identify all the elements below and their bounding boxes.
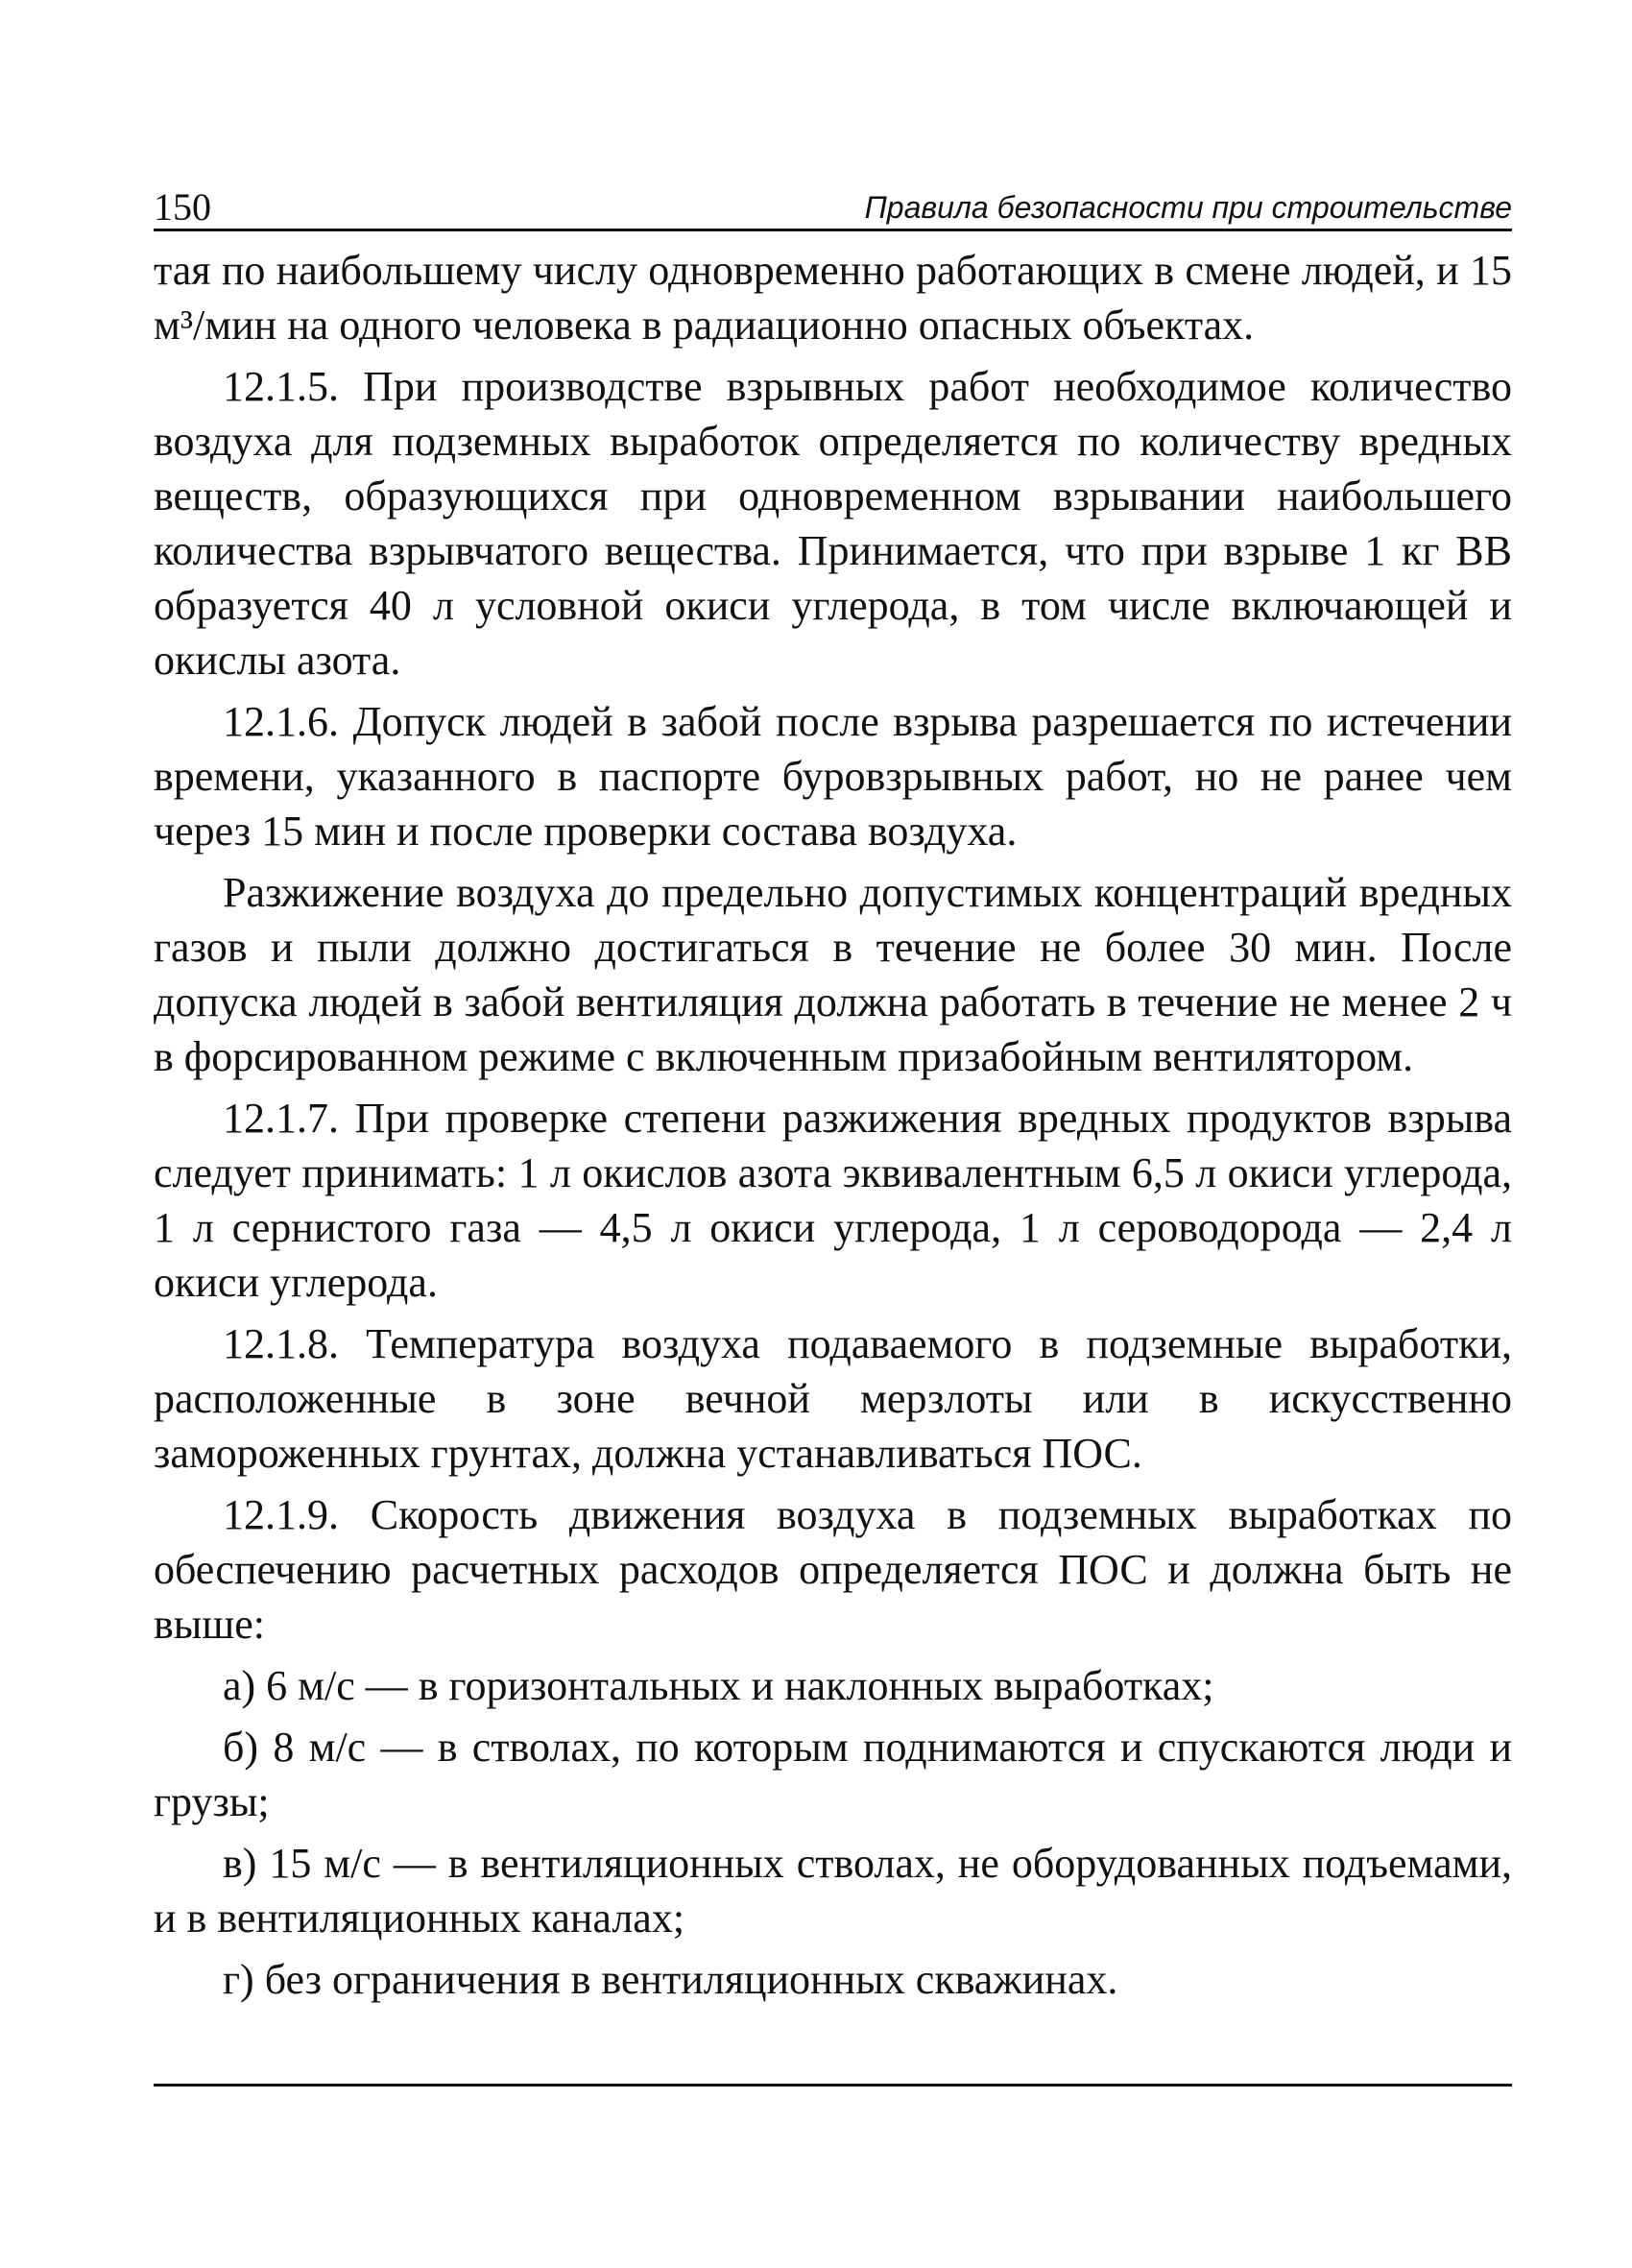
paragraph-12-1-5: 12.1.5. При производстве взрывных работ необходимое количество воздуха для подземных выработок определяется по количеству вредных веществ, образующихся при одновременном взрывании наибольшего количества взрывчатого вещества. Принимается, что при взрыве 1 кг ВВ образуется 40 л условной окиси углерода, в том числе включающей и окислы азота. (154, 363, 1512, 684)
paragraph-12-1-8: 12.1.8. Температура воздуха подаваемого в подземные выработки, расположенные в зоне вечной мерзлоты или в искусственно замороженных грунтах, должна устанавливаться ПОС. (154, 1320, 1512, 1477)
book-title: Правила безопасности при строительстве (864, 190, 1512, 225)
paragraph-12-1-6: 12.1.6. Допуск людей в забой после взрыва разрешается по истечении времени, указанного в паспорте буровзрывных работ, но не ранее чем через 15 мин и после проверки состава воздуха. (154, 698, 1512, 855)
running-header (154, 182, 1512, 231)
list-item-g: г) без ограничения в вентиляционных скважинах. (223, 1956, 1118, 2003)
list-item-b: б) 8 м/с — в стволах, по которым поднимаются и спускаются люди и грузы; (154, 1724, 1512, 1825)
paragraph-12-1-7: 12.1.7. При проверке степени разжижения вредных продуктов взрыва следует принимать: 1 л окислов азота эквивалентным 6,5 л окиси углерода, 1 л сернистого газа — 4,5 л окиси углерода, 1 л сероводорода — 2,4 л окиси углерода. (154, 1095, 1512, 1306)
footer-rule (154, 2084, 1512, 2087)
page-number: 150 (154, 185, 211, 229)
body-text (154, 243, 1512, 2007)
paragraph-continuation: тая по наибольшему числу одновременно работающих в смене людей, и 15 м³/мин на одного человека в радиационно опасных объектах. (154, 247, 1512, 349)
list-item-v: в) 15 м/с — в вентиляционных стволах, не оборудованных подъемами, и в вентиляционных каналах; (154, 1840, 1512, 1942)
paragraph-12-1-9: 12.1.9. Скорость движения воздуха в подземных выработках по обеспечению расчетных расходов определяется ПОС и должна быть не выше: (154, 1491, 1512, 1648)
paragraph-dilution: Разжижение воздуха до предельно допустимых концентраций вредных газов и пыли должно достигаться в течение не более 30 мин. После допуска людей в забой вентиляция должна работать в течение не менее 2 ч в форсированном режиме с включенным призабойным вентилятором. (154, 869, 1512, 1080)
document-page (154, 182, 1512, 2014)
list-item-a: а) 6 м/с — в горизонтальных и наклонных выработках; (223, 1662, 1214, 1709)
